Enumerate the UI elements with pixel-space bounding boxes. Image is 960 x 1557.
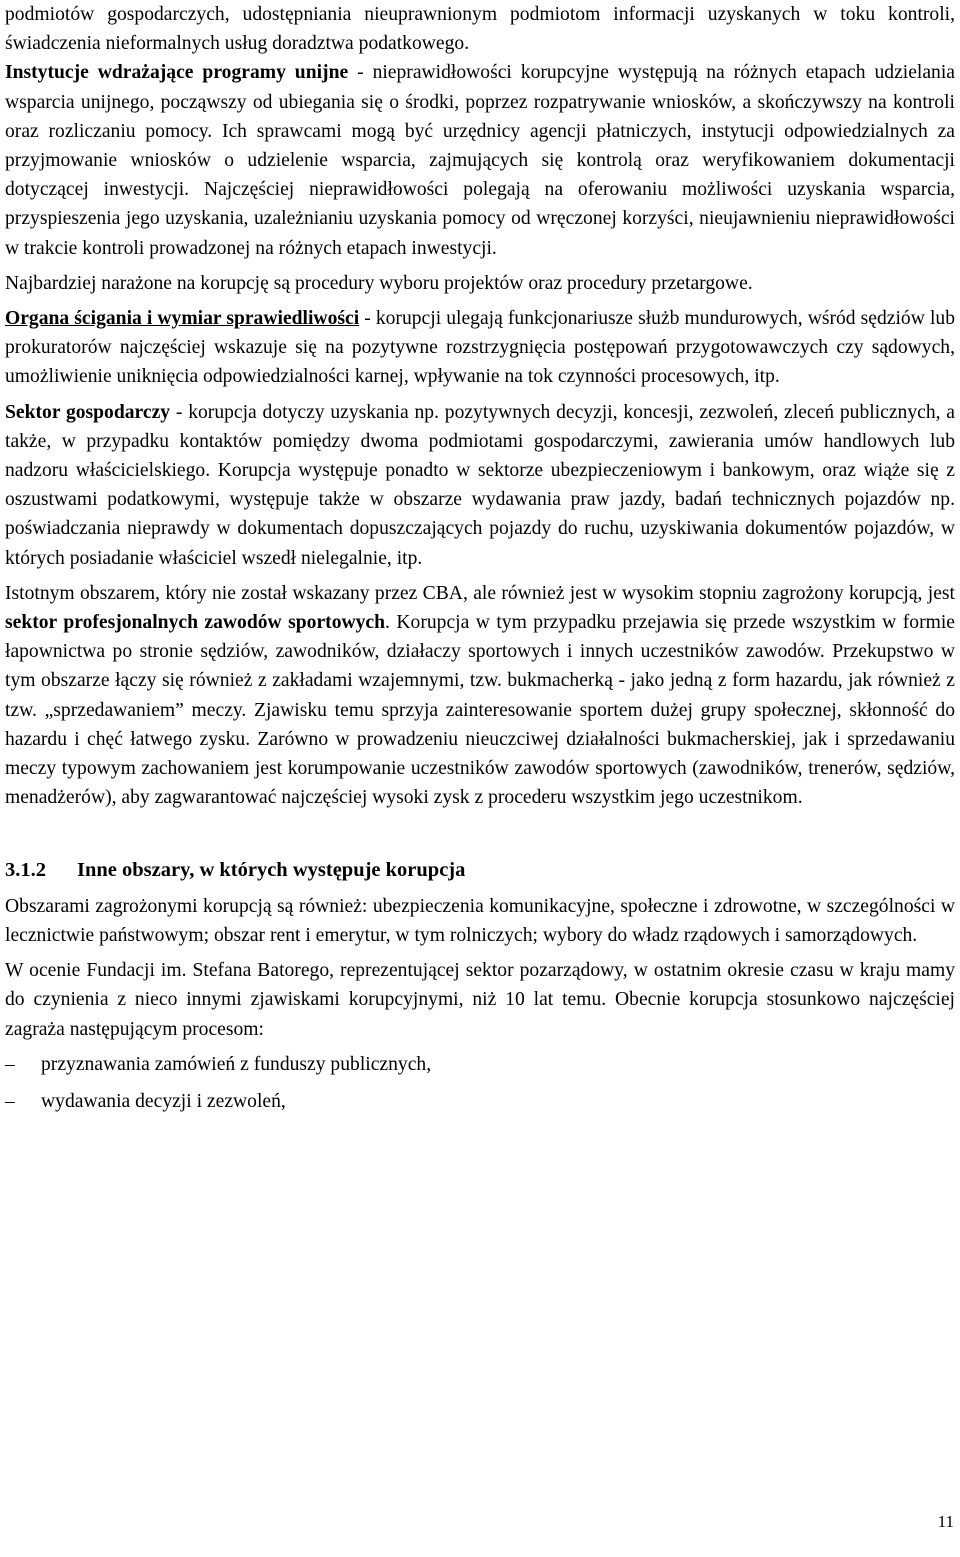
paragraph-text: . Korupcja w tym przypadku przejawia się przede wszystkim w formie łapownictwa po stronie sędziów, zawodników, działaczy sportowych i innych uczestników zawodów. Przekupstwo w tym obszarze łączy się również z zakładami wzajemnymi, tzw. bukmacherką - jako jedną z form hazardu, jak również z tzw. „sprzedawaniem” meczy. Zjawisku temu sprzyja zainteresowanie sportem dużej grupy społecznej, skłonność do hazardu i chęć łatwego zysku. Zarówno w prowadzeniu nieuczciwej działalności bukmacherskiej, jak i sprzedawaniu meczy typowym zachowaniem jest korumpowanie uczestników zawodów sportowych (zawodników, trenerów, sędziów, menadżerów), aby zagwarantować najczęściej wysoki zysk z procederu wszystkim jego uczestnikom.: [5, 612, 955, 809]
page-number: 11: [937, 1512, 954, 1531]
paragraph-continuation: [5, 0, 955, 58]
paragraph-other-areas: [5, 892, 955, 950]
paragraph-law-enforcement: [5, 304, 955, 392]
paragraph-economic-sector: [5, 398, 955, 573]
paragraph-text: Istotnym obszarem, który nie został wskazany przez CBA, ale również jest w wysokim stopniu zagrożony korupcją, jest: [5, 582, 955, 604]
paragraph-lead-term: Instytucje wdrażające programy unijne: [5, 62, 349, 84]
paragraph-text: W ocenie Fundacji im. Stefana Batorego, reprezentującej sektor pozarządowy, w ostatnim okresie czasu w kraju mamy do czynienia z nieco innymi zjawiskami korupcyjnymi, niż 10 lat temu. Obecnie korupcja stosunkowo najczęściej zagraża następującym procesom:: [5, 960, 955, 1040]
paragraph-text: - korupcji ulegają funkcjonariusze służb mundurowych, wśród sędziów lub prokuratorów najczęściej wskazuje się na pozytywne rozstrzygnięcia postępowań przygotowawczych czy sądowych, umożliwienie uniknięcia odpowiedzialności karnej, wpływanie na tok czynności procesowych, itp.: [5, 308, 955, 388]
paragraph-sports: [5, 579, 955, 813]
paragraph-text: Obszarami zagrożonymi korupcją są również: ubezpieczenia komunikacyjne, społeczne i zdrowotne, w szczególności w lecznictwie państwowym; obszar rent i emerytur, w tym rolniczych; wybory do władz rządowych i samorządowych.: [5, 895, 955, 946]
paragraph-eu-programs: [5, 58, 955, 262]
paragraph-text: Najbardziej narażone na korupcję są procedury wyboru projektów oraz procedury przetargowe.: [5, 272, 753, 294]
paragraph-highlight: sektor profesjonalnych zawodów sportowych: [5, 612, 386, 634]
section-heading: [5, 856, 955, 885]
list-item-text: wydawania decyzji i zezwoleń,: [41, 1090, 286, 1112]
section-title: Inne obszary, w których występuje korupcja: [77, 859, 466, 882]
paragraph-procedures: [5, 269, 955, 298]
paragraph-batory-foundation: [5, 956, 955, 1044]
bullet-list: [5, 1050, 955, 1116]
list-item: [5, 1087, 955, 1116]
list-item-text: przyznawania zamówień z funduszy publicznych,: [41, 1053, 432, 1075]
paragraph-lead-term: Sektor gospodarczy: [5, 401, 171, 423]
list-dash-marker: –: [5, 1090, 15, 1112]
list-item: [5, 1050, 955, 1079]
paragraph-lead-term: Organa ścigania i wymiar sprawiedliwości: [5, 308, 360, 330]
paragraph-text: - nieprawidłowości korupcyjne występują na różnych etapach udzielania wsparcia unijnego, począwszy od ubiegania się o środki, poprzez rozpatrywanie wniosków, a skończywszy na kontroli oraz rozliczaniu pomocy. Ich sprawcami mogą być urzędnicy agencji płatniczych, instytucji odpowiedzialnych za przyjmowanie wniosków o udzielenie wsparcia, zajmujących się kontrolą oraz weryfikowaniem dokumentacji dotyczącej inwestycji. Najczęściej nieprawidłowości polegają na oferowaniu możliwości uzyskania wsparcia, przyspieszenia jego uzyskania, uzależnianiu uzyskania pomocy od wręczonej korzyści, nieujawnieniu nieprawidłowości w trakcie kontroli prowadzonej na różnych etapach inwestycji.: [5, 62, 955, 259]
document-page: [5, 0, 955, 1124]
paragraph-text: podmiotów gospodarczych, udostępniania nieuprawnionym podmiotom informacji uzyskanych w toku kontroli, świadczenia nieformalnych usług doradztwa podatkowego.: [5, 4, 955, 55]
paragraph-text: - korupcja dotyczy uzyskania np. pozytywnych decyzji, koncesji, zezwoleń, zleceń publicznych, a także, w przypadku kontaktów pomiędzy dwoma podmiotami gospodarczymi, zawierania umów handlowych lub nadzoru właścicielskiego. Korupcja występuje ponadto w sektorze ubezpieczeniowym i bankowym, oraz wiąże się z oszustwami podatkowymi, występuje także w obszarze wydawania praw jazdy, badań technicznych pojazdów np. poświadczania nieprawdy w dokumentach dopuszczających pojazdy do ruchu, uzyskiwania dokumentów pojazdów, w których posiadanie właściciel wszedł nielegalnie, itp.: [5, 401, 955, 569]
section-number: 3.1.2: [5, 859, 46, 882]
list-dash-marker: –: [5, 1053, 15, 1075]
